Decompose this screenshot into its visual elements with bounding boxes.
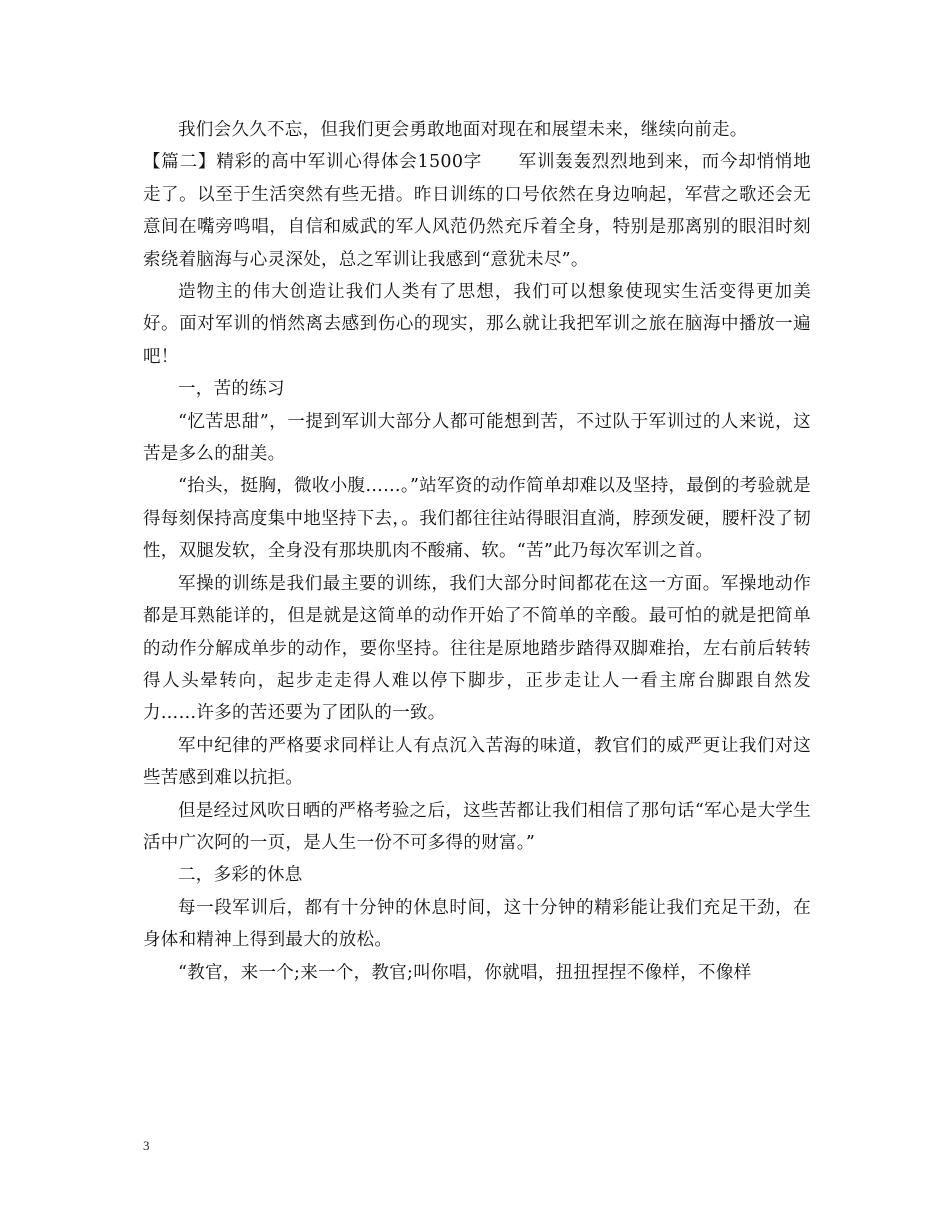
paragraph-2: 【篇二】精彩的高中军训心得体会1500字 军训轰轰烈烈地到来，而今却悄悄地走了。以至于生活突然有些无措。昨日训练的口号依然在身边响起，军营之歌还会无意间在嘴旁鸣唱，自信和威武的军人风范仍然充斥着全身，特别是那离别的眼泪时刻索绕着脑海与心灵深处，总之军训让我感到“意犹未尽”。 bbox=[143, 152, 811, 270]
paragraph-8: 军中纪律的严格要求同样让人有点沉入苦海的味道，教官们的威严更让我们对这些苦感到难以抗拒。 bbox=[143, 735, 811, 789]
paragraph-7: 军操的训练是我们最主要的训练，我们大部分时间都花在这一方面。军操地动作都是耳熟能详的，但是就是这简单的动作开始了不简单的辛酸。最可怕的就是把简单的动作分解成单步的动作，要你坚持。往往是原地踏步踏得双脚难抬，左右前后转转得人头晕转向，起步走走得人难以停下脚步，正步走让人一看主席台脚跟自然发力……许多的苦还要为了团队的一致。 bbox=[143, 573, 811, 724]
paragraph-12: “教官，来一个;来一个，教官;叫你唱，你就唱，扭扭捏捏不像样，不像样 bbox=[178, 962, 752, 983]
section-heading-1: 一，苦的练习 bbox=[178, 379, 285, 400]
paragraph-6: “抬头，挺胸，微收小腹……。”站军资的动作简单却难以及坚持，最倒的考验就是得每刻保持高度集中地坚持下去，。我们都往往站得眼泪直淌，脖颈发硬，腰杆没了韧性，双腿发软，全身没有那块肌肉不酸痛、软。“苦”此乃每次军训之首。 bbox=[143, 476, 811, 562]
section-heading-2: 二，多彩的休息 bbox=[178, 865, 303, 886]
paragraph-1: 我们会久久不忘，但我们更会勇敢地面对现在和展望未来，继续向前走。 bbox=[178, 120, 748, 140]
paragraph-9: 但是经过风吹日晒的严格考验之后，这些苦都让我们相信了那句话“军心是大学生活中广次阿的一页，是人生一份不可多得的财富。” bbox=[143, 800, 811, 853]
paragraph-3: 造物主的伟大创造让我们人类有了思想，我们可以想象使现实生活变得更加美好。面对军训的悄然离去感到伤心的现实，那么就让我把军训之旅在脑海中播放一遍吧！ bbox=[143, 282, 811, 367]
page-number: 3 bbox=[143, 1138, 150, 1153]
paragraph-5: “忆苦思甜”，一提到军训大部分人都可能想到苦，不过队于军训过的人来说，这苦是多么的甜美。 bbox=[143, 411, 811, 465]
paragraph-11: 每一段军训后，都有十分钟的休息时间，这十分钟的精彩能让我们充足干劲，在身体和精神上得到最大的放松。 bbox=[143, 897, 811, 951]
document-body bbox=[143, 114, 811, 989]
